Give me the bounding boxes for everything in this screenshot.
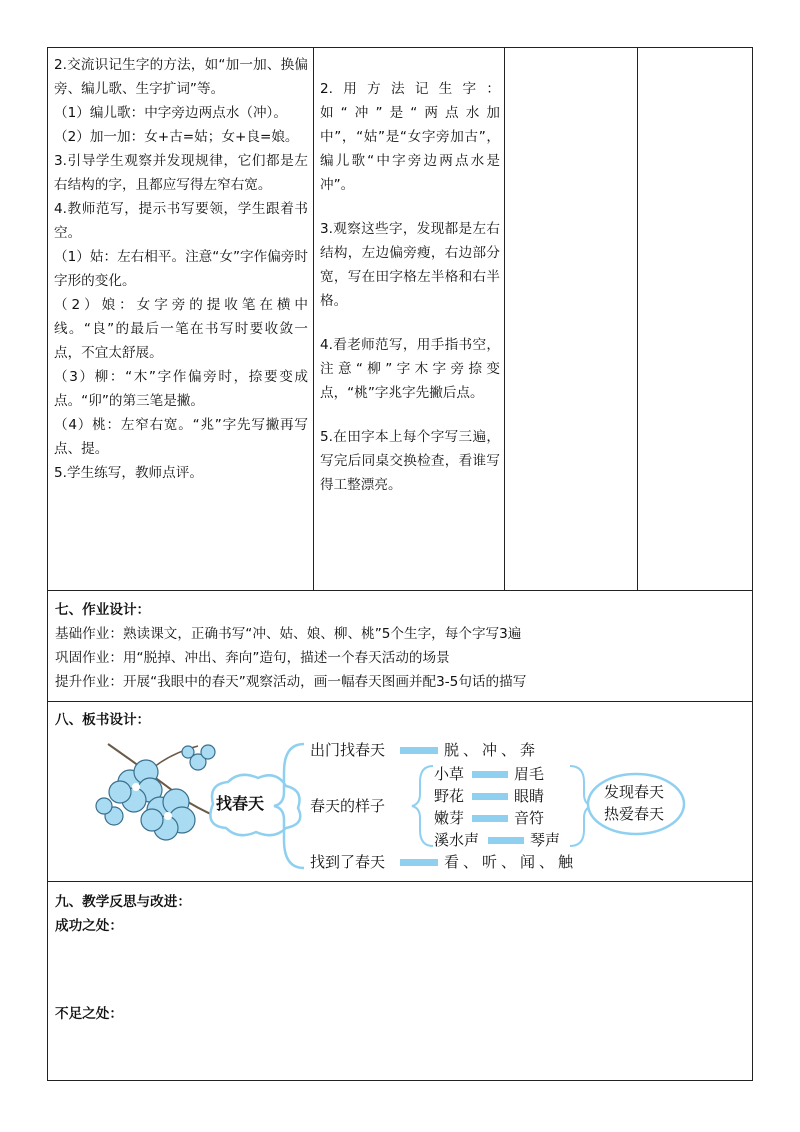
teacher-step: （4）桃：左窄右宽。“兆”字先写撇再写点、提。 bbox=[54, 417, 308, 457]
homework-section bbox=[55, 598, 745, 694]
teacher-step: 3.引导学生观察并发现规律，它们都是左右结构的字，且都应写得左窄右宽。 bbox=[54, 153, 308, 193]
pair-left: 溪水声 bbox=[434, 831, 480, 849]
row-divider-homework bbox=[47, 590, 753, 591]
board-row1-right: 脱、冲、奔 bbox=[444, 741, 540, 759]
pair-right: 眼睛 bbox=[514, 787, 545, 805]
blossom-illustration bbox=[96, 744, 226, 840]
board-section bbox=[55, 708, 355, 732]
reflection-success: 成功之处： bbox=[55, 918, 123, 934]
connector-bar bbox=[472, 793, 508, 800]
student-step: 5.在田字本上每个字写三遍，写完后同桌交换检查，看谁写得工整漂亮。 bbox=[320, 429, 500, 493]
reflection-section bbox=[55, 890, 745, 938]
connector-bar bbox=[400, 859, 438, 866]
pair-right: 眉毛 bbox=[514, 765, 545, 783]
teacher-step: （1）编儿歌：中字旁边两点水（冲）。 bbox=[54, 105, 287, 121]
pair-right: 琴声 bbox=[530, 831, 561, 849]
conclusion-line-1: 发现春天 bbox=[604, 783, 665, 801]
board-row3-left: 找到了春天 bbox=[310, 853, 386, 871]
column-divider-3 bbox=[637, 47, 638, 590]
pairs-brace bbox=[412, 766, 433, 846]
pair-left: 野花 bbox=[434, 787, 465, 805]
teacher-activity-cell bbox=[54, 53, 308, 485]
teacher-step: 2.交流识记生字的方法，如“加一加、换偏旁、编儿歌、生字扩词”等。 bbox=[54, 57, 308, 97]
teacher-step: （2）娘：女字旁的提收笔在横中线。“良”的最后一笔在书写时要收敛一点，不宜太舒展。 bbox=[54, 297, 308, 361]
student-step: 4.看老师范写，用手指书空，注意“柳”字木字旁捺变点，“桃”字兆字先撇后点。 bbox=[320, 337, 500, 401]
reflection-heading: 九、教学反思与改进： bbox=[55, 894, 191, 910]
teacher-step: （3）柳：“木”字作偏旁时，捺要变成点。“卯”的第三笔是撇。 bbox=[54, 369, 308, 409]
connector-bar bbox=[472, 815, 508, 822]
board-row1-left: 出门找春天 bbox=[310, 741, 386, 759]
board-diagram bbox=[48, 732, 752, 878]
pair-right: 音符 bbox=[514, 809, 545, 827]
board-row2-left: 春天的样子 bbox=[310, 797, 386, 815]
teacher-step: 5.学生练写，教师点评。 bbox=[54, 465, 203, 481]
pair-left: 小草 bbox=[434, 765, 465, 783]
connector-bar bbox=[472, 771, 508, 778]
student-step: 2.用方法记生字：如“冲”是“两点水加中”，“姑”是“女字旁加古”，编儿歌“中字旁边两点水是冲”。 bbox=[320, 81, 500, 193]
row-divider-board bbox=[47, 701, 753, 702]
board-heading: 八、板书设计： bbox=[55, 712, 151, 728]
homework-extend: 提升作业：开展“我眼中的春天”观察活动，画一幅春天图画并配3-5句话的描写 bbox=[55, 674, 527, 690]
teacher-step: 4.教师范写，提示书写要领，学生跟着书空。 bbox=[54, 201, 308, 241]
connector-bar bbox=[488, 837, 524, 844]
homework-basic: 基础作业：熟读课文，正确书写“冲、姑、娘、柳、桃”5个生字，每个字写3遍 bbox=[55, 626, 522, 642]
column-divider-1 bbox=[313, 47, 314, 590]
teacher-step: （2）加一加：女+古=姑；女+良=娘。 bbox=[54, 129, 299, 145]
connector-bar bbox=[400, 747, 438, 754]
student-activity-cell bbox=[320, 77, 500, 497]
row-divider-reflection bbox=[47, 881, 753, 882]
board-row3-right: 看、听、闻、触 bbox=[444, 853, 578, 871]
pair-left: 嫩芽 bbox=[434, 809, 465, 827]
homework-consolidate: 巩固作业：用“脱掉、冲出、奔向”造句，描述一个春天活动的场景 bbox=[55, 650, 450, 666]
student-step: 3.观察这些字，发现都是左右结构，左边偏旁瘦，右边部分宽，写在田字格左半格和右半格。 bbox=[320, 221, 500, 309]
reflection-shortcoming-block bbox=[55, 1002, 745, 1026]
reflection-shortcoming: 不足之处： bbox=[55, 1006, 123, 1022]
homework-heading: 七、作业设计： bbox=[55, 602, 151, 618]
conclusion-line-2: 热爱春天 bbox=[604, 805, 665, 823]
column-divider-2 bbox=[504, 47, 505, 590]
board-title: 找春天 bbox=[216, 794, 265, 813]
teacher-step: （1）姑：左右相平。注意“女”字作偏旁时字形的变化。 bbox=[54, 249, 308, 289]
